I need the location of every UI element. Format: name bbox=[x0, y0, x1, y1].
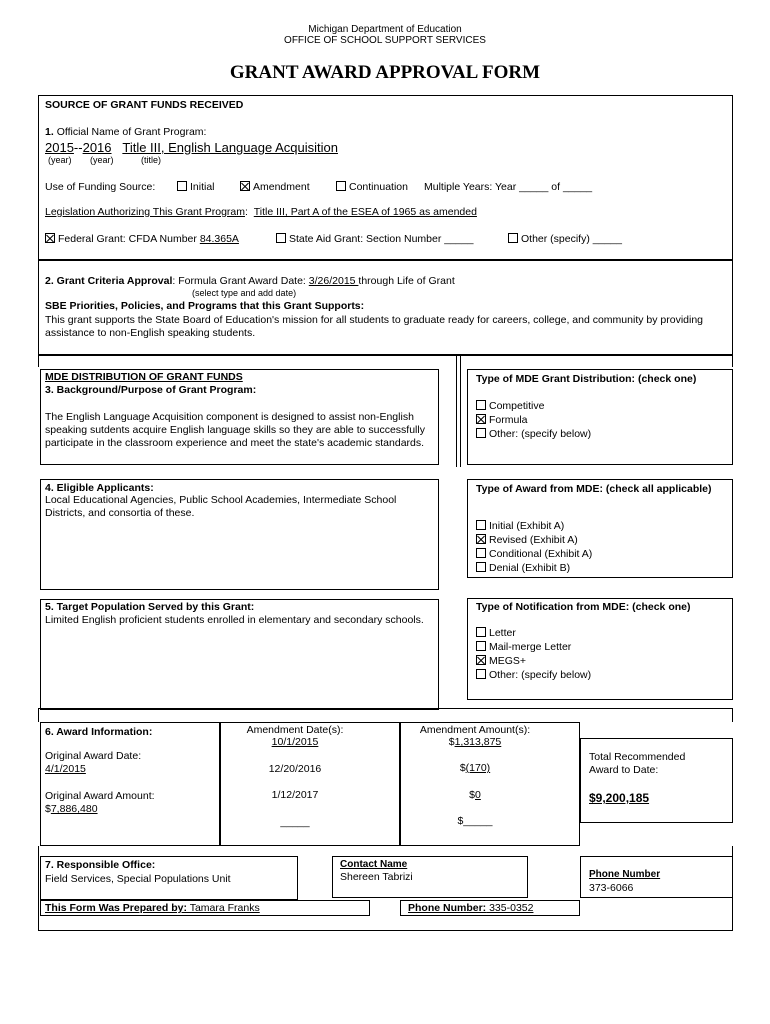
checkbox-icon[interactable] bbox=[476, 400, 486, 410]
amendment-amount-4: $_____ bbox=[457, 815, 493, 827]
checkbox-icon[interactable] bbox=[276, 233, 286, 243]
grant-criteria-row: 2. Grant Criteria Approval: Formula Grant Award Date: 3/26/2015 through Life of Grant bbox=[45, 275, 455, 287]
section-6-outer-box bbox=[38, 708, 733, 722]
checkbox-icon[interactable] bbox=[177, 181, 187, 191]
program-name-label: 1. Official Name of Grant Program: bbox=[45, 126, 207, 138]
column-divider bbox=[456, 355, 457, 467]
original-award-date-label: Original Award Date: bbox=[45, 750, 142, 762]
section-3-text: The English Language Acquisition component is designed to assist non-English speaking sutdents acquire English language skills so they are able to successfully participate in the classroom experience and meet the state's academic standards. bbox=[45, 411, 425, 449]
phone-number: 373-6066 bbox=[589, 882, 634, 894]
amendment-amount-1: $1,313,875 bbox=[448, 736, 502, 748]
checked-checkbox-icon[interactable] bbox=[45, 233, 55, 243]
notification-type-heading: Type of Notification from MDE: (check one) bbox=[476, 601, 691, 613]
state-aid-option[interactable]: State Aid Grant: Section Number _____ bbox=[276, 233, 473, 245]
amendment-amounts-label: Amendment Amount(s): bbox=[419, 724, 531, 736]
award-type-heading: Type of Award from MDE: (check all applicable) bbox=[476, 483, 712, 495]
checked-checkbox-icon[interactable] bbox=[476, 655, 486, 665]
award-option-initial[interactable]: Initial (Exhibit A) bbox=[476, 520, 564, 532]
dist-option-formula[interactable]: Formula bbox=[476, 414, 528, 426]
dist-option-competitive[interactable]: Competitive bbox=[476, 400, 544, 412]
total-award-value: $9,200,185 bbox=[589, 791, 650, 805]
notif-option-other[interactable]: Other: (specify below) bbox=[476, 669, 591, 681]
amendment-amount-3: $0 bbox=[469, 789, 481, 801]
form-title: GRANT AWARD APPROVAL FORM bbox=[229, 62, 541, 83]
grant-criteria-caption: (select type and add date) bbox=[192, 288, 297, 298]
option-continuation[interactable]: Continuation bbox=[336, 181, 408, 193]
office-name: OFFICE OF SCHOOL SUPPORT SERVICES bbox=[284, 35, 486, 46]
responsible-office: Field Services, Special Populations Unit bbox=[45, 873, 231, 885]
checkbox-icon[interactable] bbox=[476, 428, 486, 438]
prepared-phone: Phone Number: 335-0352 bbox=[408, 902, 534, 914]
federal-grant-option[interactable]: Federal Grant: CFDA Number 84.365A bbox=[45, 233, 239, 245]
contact-name-label: Contact Name bbox=[340, 859, 408, 870]
amendment-date-3: 1/12/2017 bbox=[271, 789, 319, 801]
notif-option-megs[interactable]: MEGS+ bbox=[476, 655, 526, 667]
section-4-heading: 4. Eligible Applicants: bbox=[45, 482, 154, 494]
amendment-date-2: 12/20/2016 bbox=[268, 763, 322, 775]
sbe-text: This grant supports the State Board of Education's mission for all students to graduate ready for careers, college, and community by providing assistance to non-English speaking students. bbox=[45, 314, 704, 339]
amendment-date-1: 10/1/2015 bbox=[271, 736, 319, 748]
section-1-heading: SOURCE OF GRANT FUNDS RECEIVED bbox=[45, 99, 244, 111]
amendment-dates-label: Amendment Date(s): bbox=[246, 724, 344, 736]
checkbox-icon[interactable] bbox=[476, 520, 486, 530]
contact-name: Shereen Tabrizi bbox=[340, 871, 413, 883]
original-award-date: 4/1/2015 bbox=[45, 763, 86, 775]
amendment-date-4: _____ bbox=[280, 816, 310, 828]
original-award-amount-label: Original Award Amount: bbox=[45, 790, 155, 802]
checkbox-icon[interactable] bbox=[476, 562, 486, 572]
option-amendment[interactable]: Amendment bbox=[240, 181, 310, 193]
checked-checkbox-icon[interactable] bbox=[476, 414, 486, 424]
legislation-row: Legislation Authorizing This Grant Program: Title III, Part A of the ESEA of 1965 as amended bbox=[45, 206, 477, 218]
agency-name: Michigan Department of Education bbox=[308, 24, 462, 35]
checked-checkbox-icon[interactable] bbox=[240, 181, 250, 191]
checkbox-icon[interactable] bbox=[476, 627, 486, 637]
option-initial[interactable]: Initial bbox=[177, 181, 215, 193]
multiple-years: Multiple Years: Year _____ of _____ bbox=[424, 181, 593, 193]
funding-source-label: Use of Funding Source: bbox=[45, 181, 156, 193]
award-option-revised[interactable]: Revised (Exhibit A) bbox=[476, 534, 578, 546]
checked-checkbox-icon[interactable] bbox=[476, 534, 486, 544]
column-divider bbox=[460, 355, 461, 467]
section-5-heading: 5. Target Population Served by this Grant: bbox=[45, 601, 255, 613]
total-label-line-1: Total Recommended bbox=[589, 751, 686, 763]
section-7-heading: 7. Responsible Office: bbox=[45, 859, 156, 871]
original-award-amount: $7,886,480 bbox=[45, 803, 98, 815]
checkbox-icon[interactable] bbox=[336, 181, 346, 191]
sbe-heading: SBE Priorities, Policies, and Programs that this Grant Supports: bbox=[45, 300, 365, 312]
section-6-heading: 6. Award Information: bbox=[45, 726, 153, 738]
mde-distribution-heading: MDE DISTRIBUTION OF GRANT FUNDS bbox=[45, 371, 243, 383]
section-3-outer-box bbox=[38, 355, 733, 367]
amendment-amount-2: $(170) bbox=[459, 762, 491, 774]
caption-year-1: (year) bbox=[48, 155, 72, 165]
section-6-label-box bbox=[40, 722, 220, 846]
notif-option-letter[interactable]: Letter bbox=[476, 627, 516, 639]
checkbox-icon[interactable] bbox=[476, 669, 486, 679]
checkbox-icon[interactable] bbox=[476, 548, 486, 558]
distribution-type-heading: Type of MDE Grant Distribution: (check one) bbox=[476, 373, 697, 385]
caption-year-2: (year) bbox=[90, 155, 114, 165]
total-label-line-2: Award to Date: bbox=[589, 764, 659, 776]
notif-option-mail-merge[interactable]: Mail-merge Letter bbox=[476, 641, 571, 653]
checkbox-icon[interactable] bbox=[476, 641, 486, 651]
award-option-denial[interactable]: Denial (Exhibit B) bbox=[476, 562, 570, 574]
award-option-conditional[interactable]: Conditional (Exhibit A) bbox=[476, 548, 592, 560]
section-4-text: Local Educational Agencies, Public School Academies, Intermediate School Districts, and consortia of these. bbox=[45, 494, 397, 519]
prepared-by: This Form Was Prepared by: Tamara Franks bbox=[45, 902, 260, 914]
caption-title: (title) bbox=[141, 155, 161, 165]
checkbox-icon[interactable] bbox=[508, 233, 518, 243]
phone-number-label: Phone Number bbox=[589, 869, 661, 880]
section-3-heading: 3. Background/Purpose of Grant Program: bbox=[45, 384, 257, 396]
other-specify-option[interactable]: Other (specify) _____ bbox=[508, 233, 622, 245]
program-name-value: 2015--2016 Title III, English Language Acquisition bbox=[45, 140, 338, 155]
dist-option-other[interactable]: Other: (specify below) bbox=[476, 428, 591, 440]
section-5-text: Limited English proficient students enrolled in elementary and secondary schools. bbox=[45, 614, 424, 626]
